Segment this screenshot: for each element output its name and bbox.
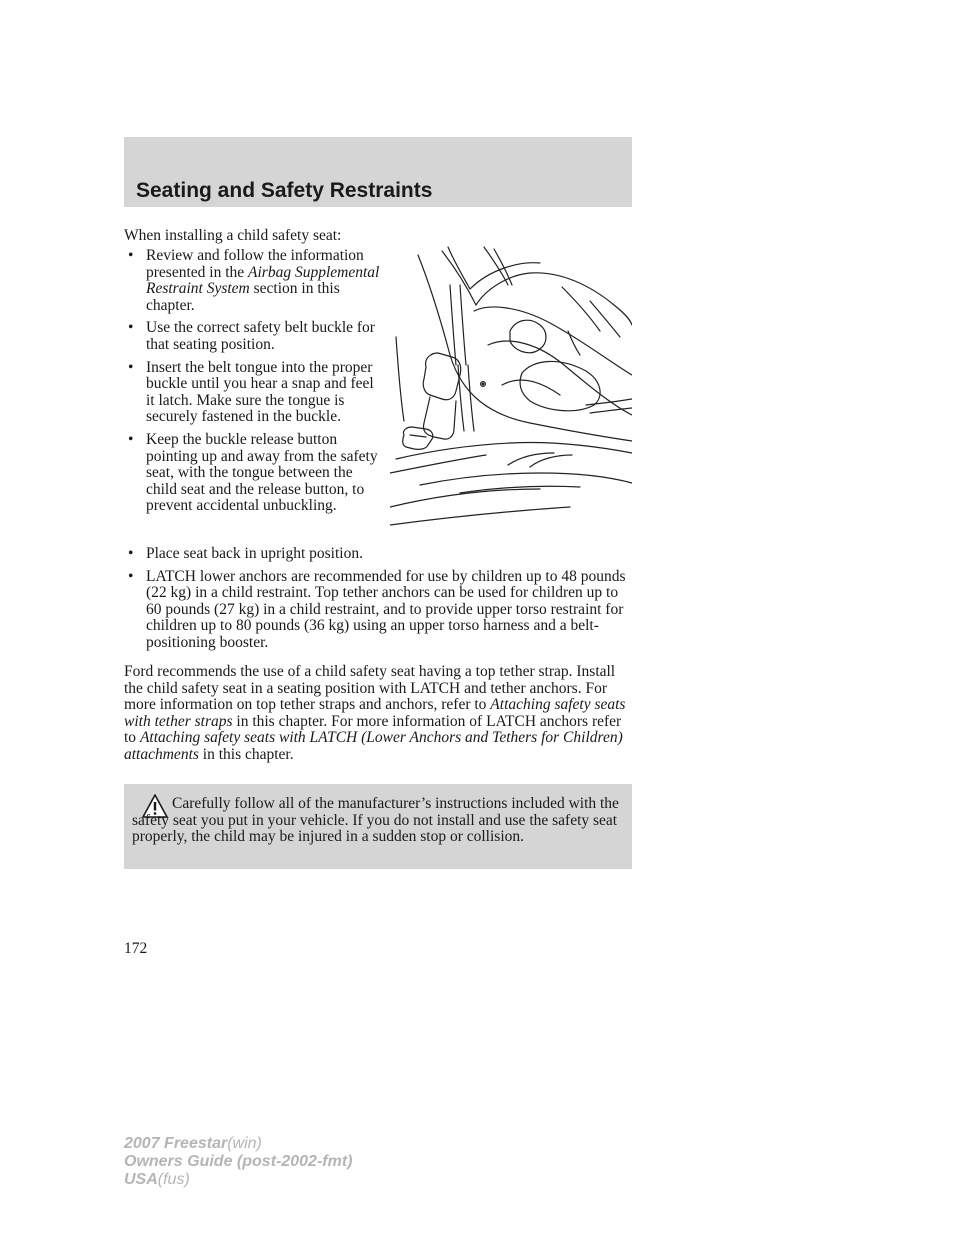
list-item: • Insert the belt tongue into the proper buckle until you hear a snap and feel it latch. Make sure the tongue is securely fastened in the buckle.: [124, 360, 386, 426]
cross-reference-text: Airbag Supplemental Restraint System: [146, 263, 380, 298]
footer-line: [124, 1135, 352, 1153]
footer-line: Owners Guide (post-2002-fmt): [124, 1153, 353, 1170]
recommendation-paragraph: [124, 664, 632, 764]
list-item: [124, 248, 386, 314]
list-item: • Keep the buckle release button pointing up and away from the safety seat, with the tongue between the child seat and the release button, to prevent accidental unbuckling.: [124, 432, 386, 515]
footer-meta: [124, 1135, 352, 1189]
list-item-text: Review and follow the information presented in the: [146, 247, 364, 281]
list-item: • Place seat back in upright position.: [124, 546, 632, 563]
list-item-text: section in this chapter.: [146, 280, 340, 314]
list-item: • Use the correct safety belt buckle for that seating position.: [124, 320, 386, 353]
footer-code: (win): [227, 1135, 262, 1152]
footer-model: 2007 Freestar: [124, 1135, 228, 1152]
page-number: 172: [124, 940, 148, 957]
section-header-band: [124, 137, 632, 207]
paragraph-text: Ford recommends the use of a child safety seat having a top tether strap. Install the child safety seat in a seating position with LATCH and tether anchors. For more information on top tether straps and anchors, refer to: [124, 663, 616, 714]
footer-market: USA: [124, 1171, 158, 1188]
intro-text: When installing a child safety seat:: [124, 227, 342, 244]
instruction-list: [124, 248, 386, 521]
footer-code: (fus): [157, 1171, 190, 1188]
section-title: Seating and Safety Restraints: [136, 179, 433, 202]
cross-reference-text: Attaching safety seats with LATCH (Lower Anchors and Tethers for Children) attachments: [124, 729, 623, 763]
instruction-list-continued: [124, 546, 632, 658]
warning-box: [124, 784, 632, 869]
paragraph-text: in this chapter. For more information of LATCH anchors refer to: [124, 712, 622, 747]
list-item: • LATCH lower anchors are recommended for use by children up to 48 pounds (22 kg) in a child restraint. Top tether anchors can be used for children up to 60 pounds (27 kg) in a child restraint, and to provide upper torso restraint for children up to 80 pounds (36 kg) using an upper torso harness and a belt-positioning booster.: [124, 569, 632, 652]
cross-reference-text: Attaching safety seats with tether straps: [124, 696, 626, 730]
footer-line: [124, 1171, 352, 1189]
warning-text: Carefully follow all of the manufacturer’s instructions included with the safety seat you put in your vehicle. If you do not install and use the safety seat properly, the child may be injured in a sudden stop or collision.: [132, 795, 619, 846]
paragraph-text: in this chapter.: [198, 745, 294, 763]
seatbelt-buckle-illustration: [390, 245, 632, 535]
